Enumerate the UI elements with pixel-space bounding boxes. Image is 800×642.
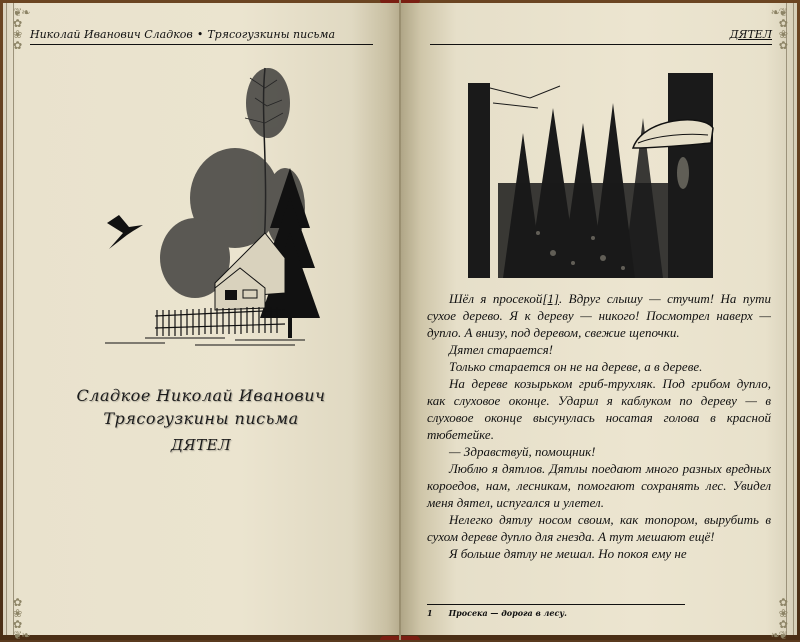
footnote-divider: [427, 604, 685, 605]
header-separator: •: [196, 28, 204, 41]
paragraph: Дятел старается!: [449, 342, 554, 357]
paragraph: Я больше дятлу не мешал. Но покоя ему не: [449, 546, 687, 561]
footnote-number: 1: [427, 608, 433, 618]
footnote: [427, 608, 567, 618]
paragraph: Нелегко дятлу носом своим, как топором, вырубить в сухом дереве дупло для гнезда. А тут мешают ещё!: [427, 512, 771, 544]
illustration-forest-fungus: [443, 63, 743, 283]
corner-ornament-icon: ✿ ❀ ✿ ❧❦: [770, 596, 787, 642]
tree-fungus-icon: [633, 120, 713, 148]
page-edge-lines: [6, 3, 14, 635]
footnote-text: Просека — дорога в лесу.: [448, 608, 567, 618]
left-page[interactable]: [3, 3, 399, 642]
paragraph: На дереве козырьком гриб-трухляк. Под грибом дупло, как слуховое оконце. Ударил я каблуком по дереву — в слуховое оконце высунулась носатая голова в красной тюбетейке.: [427, 376, 771, 442]
paragraph-text: Шёл я просекой: [449, 291, 543, 306]
forest-icon: [468, 73, 713, 278]
header-chapter: ДЯТЕЛ: [729, 28, 772, 41]
paragraph: Только старается он не на дереве, а в дереве.: [449, 359, 703, 374]
corner-ornament-icon: ❦❧ ✿ ❀ ✿: [13, 6, 30, 52]
fence-icon: [155, 307, 285, 336]
running-header-right: [430, 28, 772, 45]
title-author: Сладкое Николай Иванович: [76, 386, 326, 405]
corner-ornament-icon: ❧❦ ✿ ❀ ✿: [770, 6, 787, 52]
tree-hollow-icon: [677, 157, 689, 189]
corner-ornament-icon: ✿ ❀ ✿ ❦❧: [13, 596, 30, 642]
paragraph: — Здравствуй, помощник!: [449, 444, 596, 459]
paragraph-text: . Вдруг слышу — стучит! На пути сухое дерево. Я к дереву — никого! Посмотрел наверх — дупло. А внизу, под деревом, свежие щепочки.: [427, 291, 771, 340]
paragraph: Люблю я дятлов. Дятлы поедают много разных вредных короедов, нам, лесникам, помогают сохранять лес. Увидел меня дятел, испугался и улетел.: [427, 461, 771, 510]
ground-icon: [105, 338, 305, 345]
header-collection: Трясогузкины письма: [207, 28, 336, 41]
header-author: Николай Иванович Сладков: [30, 28, 193, 41]
title-collection: Трясогузкины письма: [103, 409, 299, 428]
page-edge-lines: [786, 3, 794, 635]
footnote-reference-link[interactable]: [1]: [542, 291, 559, 306]
right-page[interactable]: [401, 3, 797, 642]
title-chapter: ДЯТЕЛ: [170, 436, 232, 454]
running-header-left: [30, 28, 373, 45]
story-text: [427, 290, 771, 562]
illustration-house-forest: [85, 58, 335, 348]
bird-icon: [107, 215, 143, 249]
paragraph: [427, 290, 771, 341]
